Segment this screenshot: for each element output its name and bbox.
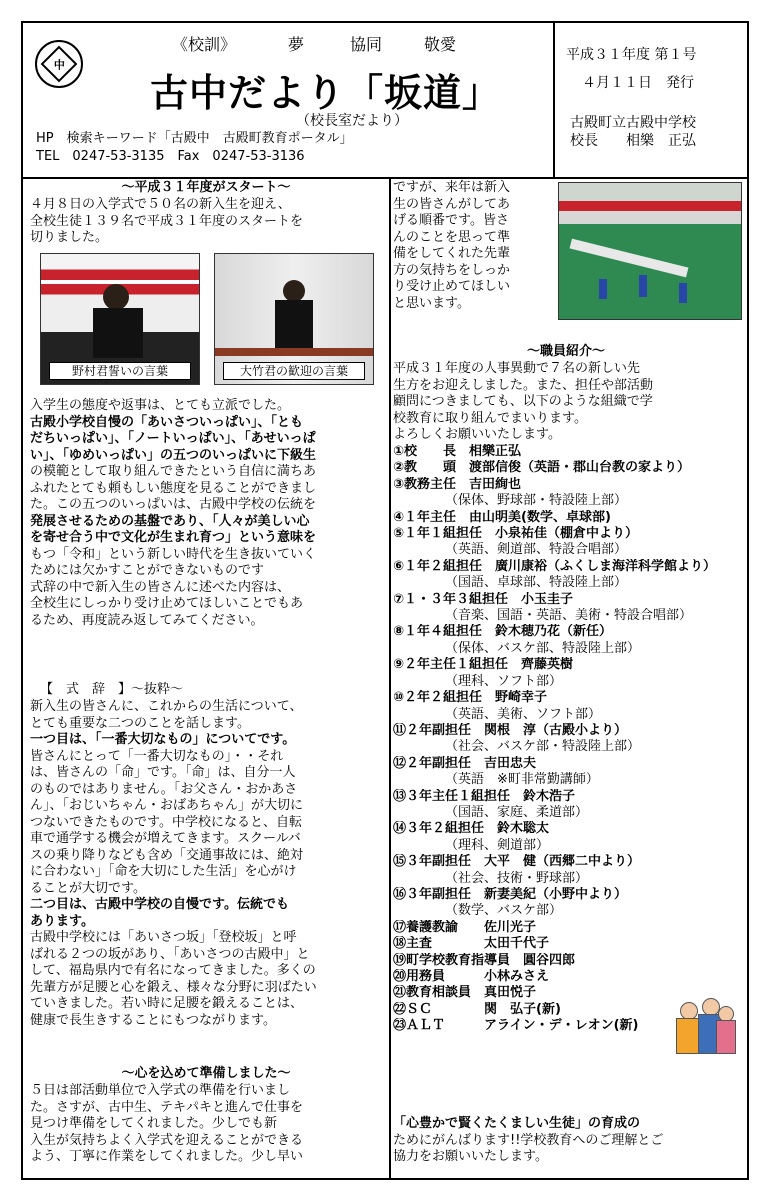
text-line: とても重要な二つのことを話します。 [30, 715, 250, 731]
text-line: だちいっぱい」、「ノートいっぱい」、「あせいっぱ [30, 431, 316, 446]
text-line: して、福島県内で有名になってきました。多くの [30, 963, 316, 978]
text-line: もつ「令和」という新しい時代を生き抜いていく [30, 546, 317, 562]
header-divider [23, 177, 747, 179]
text-line: 一つ目は、「一番大切なもの」についてです。 [30, 732, 296, 747]
staff-entry: ③教務主任 吉田絢也 [393, 476, 522, 492]
text-line: 全校生にしっかり受け止めてほしいことでもあ [30, 596, 304, 611]
text-line: 生方をお迎えしました。また、担任や部活動 [393, 377, 654, 393]
staff-entry: ⑩２年２組担任 野崎幸子 [393, 690, 548, 706]
student-figure-2 [639, 275, 647, 297]
text-line: ん」、「おじいちゃん・おばあちゃん」が大切に [30, 798, 304, 813]
text-line: た。さすが、古中生、テキパキと進んで仕事を [30, 1099, 304, 1115]
text-line: 全校生徒１３９名で平成３１年度のスタートを [30, 213, 304, 229]
staff-entry: ⑱主査 太田千代子 [393, 936, 550, 952]
student-head [103, 284, 129, 310]
homepage-search-line: HP 検索キーワード「古殿中 古殿町教育ポータル」 [36, 131, 353, 146]
staff-entry: ㉓ＡＬＴ アライン・デ・レオン(新) [393, 1018, 639, 1034]
staff-entry: ⑲町学校教育指導員 圓谷四郎 [393, 952, 576, 968]
text-line: 先輩方が足腰と心を鍛え、様々な分野に羽ばたい [30, 979, 317, 995]
gym-curtain [559, 201, 741, 211]
text-line: ５日は部活動単位で入学式の準備を行いまし [30, 1083, 291, 1098]
text-line: よろしくお願いいたします。 [393, 427, 561, 442]
staff-intro-paragraph [393, 361, 743, 444]
text-line: 備をしてくれた先輩 [393, 246, 511, 261]
text-line: ていきました。若い時に足腰を鍛えることは、 [30, 996, 304, 1011]
student-figure-3 [679, 283, 687, 303]
text-line: 入学生の態度や返事は、とても立派でした。 [30, 398, 291, 413]
staff-list [393, 444, 743, 1035]
school-name: 古殿町立古殿中学校 [570, 115, 696, 131]
newsletter-subtitle: （校長室だより） [296, 113, 408, 129]
staff-entry-detail: （国語、卓球部、特設陸上部） [445, 575, 628, 591]
staff-entry: ⑨２年主任１組担任 齊藤英樹 [393, 657, 574, 673]
carpet-strip [570, 239, 689, 278]
text-line: 発展させるための基盤であり、「人々が美しい心 [30, 513, 310, 529]
text-line: ることが大切です。 [30, 880, 146, 896]
issue-date: ４月１１日 発行 [582, 75, 694, 91]
staff-entry-detail: （英語 ※町非常勤講師） [445, 772, 599, 788]
staff-entry: ⑫２年副担任 吉田忠夫 [393, 755, 537, 771]
text-line: 平成３１年度の人事異動で７名の新しい先 [393, 361, 641, 376]
text-line: ふれたとても頼もしい態度を見ることができまし [30, 480, 317, 496]
text-line: に合わない」「命を大切にした生活」を心がけ [30, 864, 297, 879]
contact-line: TEL 0247-53-3135 Fax 0247-53-3136 [36, 149, 305, 164]
photo-welcome-speech [214, 253, 374, 385]
issue-number: 平成３１年度 第１号 [566, 47, 697, 63]
text-line: 皆さんにとって「一番大切なもの」・・それ [30, 748, 284, 764]
student-figure-1 [599, 279, 607, 299]
text-line: 見つけ準備をしてくれました。少しでも新 [30, 1116, 278, 1131]
staff-entry: ⑦１・３年３組担任 小玉圭子 [393, 591, 574, 607]
motto-word-2: 協同 [350, 35, 383, 54]
preparation-paragraph [30, 1083, 386, 1166]
staff-entry-detail: （保体、バスケ部、特設陸上部） [445, 640, 641, 656]
text-line: 顧問につきましても、以下のような組織で学 [393, 394, 653, 409]
text-line: あります。 [30, 913, 94, 929]
text-line: るため、再度読み返してみてください。 [30, 612, 264, 628]
text-line: つないできたものです。中学校になると、自転 [30, 814, 302, 830]
text-line: 式辞の中で新入生の皆さんに述べた内容は、 [30, 579, 291, 595]
staff-entry-detail: （社会、バスケ部・特設陸上部） [445, 739, 641, 755]
speaker-body [275, 300, 313, 348]
staff-entry: ⑳用務員 小林みさえ [393, 969, 550, 984]
text-line: は、皆さんの「命」です。「命」は、自分一人 [30, 765, 296, 780]
staff-entry: ④１年主任 由山明美(数学、卓球部) [393, 509, 611, 525]
text-line: 健康で長生きすることにもつながります。 [30, 1012, 276, 1028]
staff-entry-detail: （英語、剣道部、特設合唱部） [445, 542, 628, 558]
staff-entry: ⑪２年副担任 関根 淳（古殿小より） [393, 722, 628, 738]
text-line: ばれる２つの坂があり、「あいさつの古殿中」と [30, 946, 310, 962]
staff-entry: ⑮３年副担任 大平 健（西郷二中より） [393, 854, 641, 870]
staff-entry-detail: （数学、バスケ部） [445, 903, 563, 919]
motto-word-1: 夢 [288, 35, 305, 54]
student-body [93, 308, 143, 358]
text-line: ためにがんばります!!学校教育へのご理解とご [393, 1132, 664, 1148]
staff-entry-detail: （国語、家庭、柔道部） [445, 804, 589, 820]
text-line: ですが、来年は新入 [393, 180, 511, 195]
speaker-head [283, 280, 305, 302]
staff-entry: ⑰養護教諭 佐川光子 [393, 919, 537, 935]
entrance-ceremony-paragraph [30, 398, 386, 629]
section-heading-preparation: ～心を込めて準備しました～ [121, 1066, 291, 1081]
shikiji-heading: 【 式 辞 】～抜粋～ [40, 682, 184, 697]
teachers-illustration-icon [672, 996, 736, 1062]
text-line: 入生が気持ちよく入学式を迎えることができる [30, 1132, 304, 1148]
text-line: 切りました。 [30, 230, 109, 245]
text-line: の模範として取り組んできたという自信に満ちあ [30, 464, 317, 479]
photo-pledge-speech [40, 253, 200, 385]
text-line: 校教育に取り組んでまいります。 [393, 410, 587, 426]
motto-label: 《校訓》 [172, 35, 237, 54]
staff-entry-detail: （保体、野球部・特設陸上部） [445, 493, 628, 509]
section-heading-staff: ～職員紹介～ [526, 344, 605, 359]
header-column-divider [553, 23, 555, 177]
text-line: 新入生の皆さんに、これからの生活について、 [30, 699, 303, 714]
newsletter-title: 古中だより「坂道」 [150, 70, 502, 115]
text-line: スの乗り降りなども含め「交通事故には、絶対 [30, 847, 304, 863]
section-heading-start: ～平成３１年度がスタート～ [121, 180, 291, 195]
motto-word-3: 敬愛 [424, 35, 457, 54]
staff-entry: ⑧１年４組担任 鈴木穂乃花（新任） [393, 624, 613, 640]
staff-entry-detail: （理科、ソフト部） [445, 673, 563, 689]
closing-paragraph [393, 1116, 743, 1166]
text-line: 古殿小学校自慢の「あいさついっぱい」、「とも [30, 414, 304, 430]
text-line: げる順番です。皆さ [393, 213, 509, 228]
photo-caption-welcome: 大竹君の歓迎の言葉 [223, 362, 365, 380]
body-column-divider [389, 177, 391, 1178]
text-line: を寄せ合う中で文化が生まれ育つ」という意味を [30, 530, 317, 545]
text-line: ４月８日の入学式で５０名の新入生を迎え、 [30, 197, 291, 212]
staff-entry: ②教 頭 渡部信俊（英語・郡山台教の家より） [393, 460, 691, 476]
shikiji-excerpt [30, 699, 386, 1029]
text-line: んのことを思って準 [393, 229, 511, 245]
text-line: 古殿中学校には「あいさつ坂」「登校坂」と呼 [30, 930, 297, 945]
principal-name: 校長 相樂 正弘 [570, 133, 696, 149]
text-line: と思います。 [393, 295, 470, 311]
staff-entry: ⑤１年１組担任 小泉祐佳（棚倉中より） [393, 526, 639, 542]
staff-entry: ⑯３年副担任 新妻美紀（小野中より） [393, 886, 628, 902]
staff-entry: ⑥１年２組担任 廣川康裕（ふくしま海洋科学館より） [393, 558, 717, 574]
staff-entry-detail: （音楽、国語・英語、美術・特設合唱部） [445, 608, 693, 624]
intro-paragraph [30, 197, 386, 247]
text-line: のものではありません。「お父さん・おかあさ [30, 781, 298, 797]
staff-entry-detail: （理科、剣道部） [445, 837, 550, 853]
text-line: い」、「ゆめいっぱい」の五つのいっぱいに下級生 [30, 447, 317, 463]
staff-entry-detail: （英語、美術、ソフト部） [445, 706, 602, 722]
staff-entry: ⑭３年２組担任 鈴木聡太 [393, 821, 550, 837]
text-line: ためには欠かすことができないものです [30, 563, 265, 578]
staff-entry: ㉑教育相談員 真田悦子 [393, 985, 537, 1001]
text-line: よう、丁寧に作業をしてくれました。少し早い [30, 1149, 304, 1164]
text-line: 方の気持ちをしっか [393, 262, 511, 278]
text-line: 二つ目は、古殿中学校の自慢です。伝統でも [30, 897, 289, 912]
text-line: 車で通学する機会が増えてきます。スクールバ [30, 831, 301, 846]
staff-entry-detail: （社会、技術・野球部） [445, 870, 589, 886]
text-line: り受け止めてほしい [393, 279, 511, 294]
photo-gym-preparation [558, 182, 742, 320]
text-line: 協力をお願いいたします。 [393, 1149, 548, 1164]
preparation-continued [393, 180, 558, 312]
text-line: 「心豊かで賢くたくましい生徒」の育成の [393, 1116, 641, 1131]
photo-caption-pledge: 野村君誓いの言葉 [49, 362, 191, 380]
text-line: た。この五つのいっぱいは、古殿中学校の伝統を [30, 497, 317, 512]
staff-entry: ㉒ＳＣ 関 弘子(新) [393, 1001, 561, 1017]
stage-edge [215, 348, 373, 356]
text-line: 生の皆さんがしてあ [393, 196, 511, 212]
school-emblem-icon: 中 [35, 40, 83, 88]
staff-entry: ⑬３年主任１組担任 鈴木浩子 [393, 788, 576, 804]
staff-entry: ①校 長 相樂正弘 [393, 444, 522, 459]
